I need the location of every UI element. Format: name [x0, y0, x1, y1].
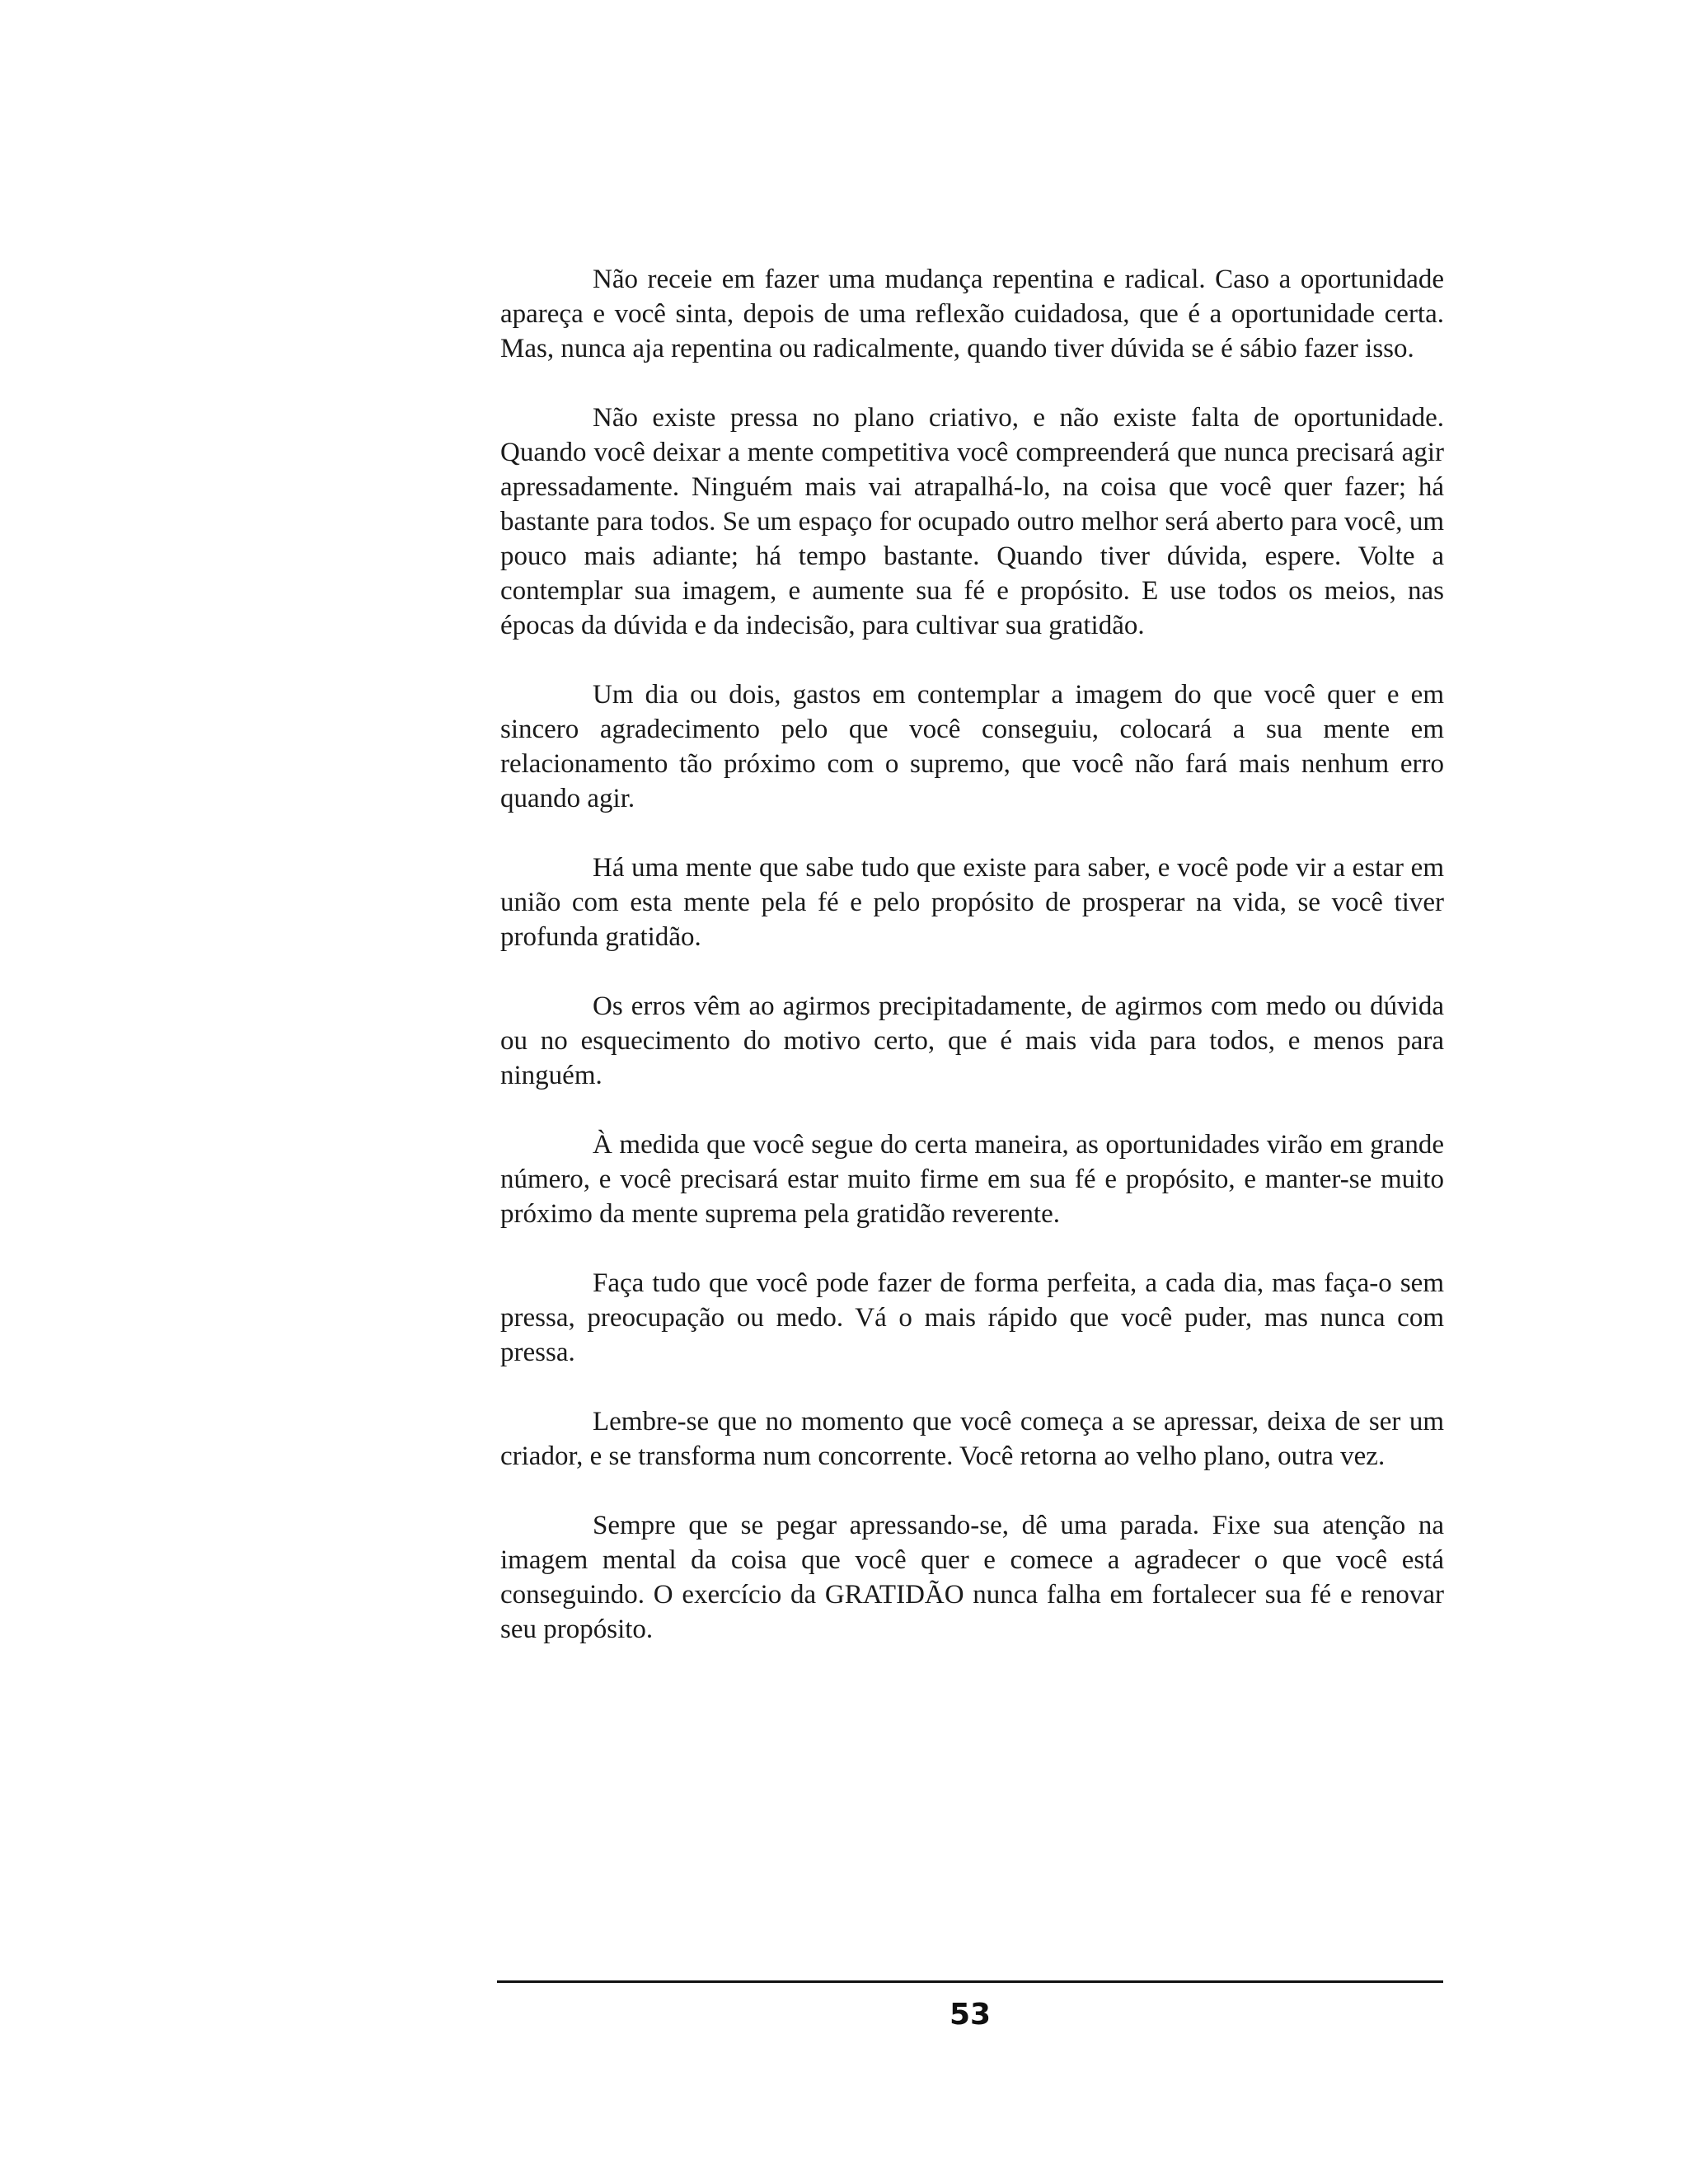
paragraph: Há uma mente que sabe tudo que existe para saber, e você pode vir a estar em união com esta mente pela fé e pelo propósito de prosperar na vida, se você tiver profunda gratidão. [500, 853, 1444, 952]
paragraph: Um dia ou dois, gastos em contemplar a imagem do que você quer e em sincero agradecimento pelo que você conseguiu, colocará a sua mente em relacionamento tão próximo com o supremo, que você não fará mais nenhum erro quando agir. [500, 680, 1444, 813]
paragraph: À medida que você segue do certa maneira, as oportunidades virão em grande número, e você precisará estar muito firme em sua fé e propósito, e manter-se muito próximo da mente suprema pela gratidão reverente. [500, 1130, 1444, 1229]
paragraph: Lembre-se que no momento que você começa a se apressar, deixa de ser um criador, e se transforma num concorrente. Você retorna ao velho plano, outra vez. [500, 1407, 1444, 1471]
body-text [500, 262, 1444, 1681]
paragraph: Sempre que se pegar apressando-se, dê uma parada. Fixe sua atenção na imagem mental da coisa que você quer e comece a agradecer o que você está conseguindo. O exercício da GRATIDÃO nunca falha em fortalecer sua fé e renovar seu propósito. [500, 1511, 1444, 1644]
page-number: 53 [949, 1998, 992, 2032]
paragraph: Não existe pressa no plano criativo, e não existe falta de oportunidade. Quando você deixar a mente competitiva você compreenderá que nunca precisará agir apressadamente. Ninguém mais vai atrapalhá-lo, na coisa que você quer fazer; há bastante para todos. Se um espaço for ocupado outro melhor será aberto para você, um pouco mais adiante; há tempo bastante. Quando tiver dúvida, espere. Volte a contemplar sua imagem, e aumente sua fé e propósito. E use todos os meios, nas épocas da dúvida e da indecisão, para cultivar sua gratidão. [500, 403, 1444, 640]
paragraph: Faça tudo que você pode fazer de forma perfeita, a cada dia, mas faça-o sem pressa, preocupação ou medo. Vá o mais rápido que você puder, mas nunca com pressa. [500, 1268, 1444, 1367]
paragraph: Os erros vêm ao agirmos precipitadamente, de agirmos com medo ou dúvida ou no esquecimento do motivo certo, que é mais vida para todos, e menos para ninguém. [500, 991, 1444, 1090]
paragraph: Não receie em fazer uma mudança repentina e radical. Caso a oportunidade apareça e você sinta, depois de uma reflexão cuidadosa, que é a oportunidade certa. Mas, nunca aja repentina ou radicalmente, quando tiver dúvida se é sábio fazer isso. [500, 265, 1444, 363]
footer-divider [497, 1980, 1443, 1983]
